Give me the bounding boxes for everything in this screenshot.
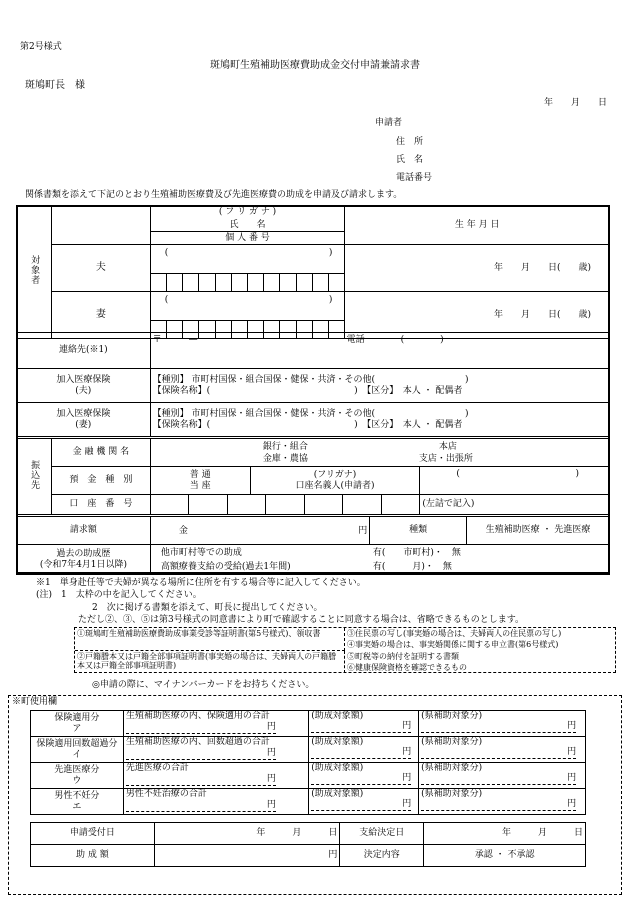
branch-1: 本店: [438, 442, 457, 452]
date-line[interactable]: 年 月 日: [544, 98, 608, 108]
claim-kind-label: 種類: [370, 517, 467, 545]
past-other-municipality-label: 他市町村等での助成: [160, 548, 242, 558]
bank-institution-label: 金 融 機 関 名: [51, 439, 150, 467]
office-row-1-county[interactable]: (県補助対象分) 円: [419, 711, 586, 737]
wife-paren-open: (: [164, 295, 169, 305]
branch-2: 支店・出張所: [418, 454, 473, 464]
office-row-1-subject[interactable]: (助成対象額) 円: [309, 711, 419, 737]
office-decision-table: [30, 822, 586, 867]
left-align-note: (左詰で記入): [420, 495, 610, 515]
office-row-1-name: 保険適用分 ア: [31, 711, 124, 737]
office-row-2-county[interactable]: (県補助対象分) 円: [419, 737, 586, 763]
contact-cell[interactable]: [150, 333, 609, 369]
wife-paren-close: ): [328, 295, 333, 305]
grant-amount-value[interactable]: 円: [154, 845, 340, 867]
decision-label: 決定内容: [340, 845, 424, 867]
decision-date-label: 支給決定日: [340, 823, 424, 845]
office-row-4-desc-cell[interactable]: 男性不妊治療の合計 円: [123, 789, 308, 815]
intro-text: 関係書類を添えて下記のとおり生殖補助医療費及び先進医療費の助成を申請及び請求します。: [25, 190, 403, 200]
receipt-date-label: 申請受付日: [31, 823, 155, 845]
office-use-label: ※町使用欄: [12, 697, 58, 707]
husband-paren-close: ): [328, 248, 333, 258]
contact-insurance-table: [16, 332, 610, 437]
note-4: ただし②、③、⑤は第3号様式の同意書により町で確認することに同意する場合は、省略できるものとします。: [78, 615, 525, 625]
contact-phone[interactable]: 電話 ( ): [346, 335, 444, 345]
claim-amount-cell[interactable]: [150, 517, 369, 545]
office-row-2-subject[interactable]: (助成対象額) 円: [309, 737, 419, 763]
bank-institution-cell[interactable]: [150, 439, 609, 467]
office-row-3-county[interactable]: (県補助対象分) 円: [419, 763, 586, 789]
document-3: ③住民票の写し(事実婚の場合は、夫婦両人の住民票の写し): [347, 629, 562, 638]
husband-birthdate[interactable]: 年 月 日( 歳): [345, 245, 610, 292]
holder-paren-open: (: [456, 469, 460, 479]
applicant-label: 申請者: [375, 118, 403, 128]
account-number-grid[interactable]: [150, 495, 420, 515]
insurance-husband-name[interactable]: 【保険名称】( ): [152, 385, 358, 396]
individual-number-header: 個 人 番 号: [150, 232, 345, 245]
insurance-wife-label: 加入医療保険 (妻): [17, 403, 151, 437]
insurance-husband-type[interactable]: 【種別】 市町村国保・組合国保・健保・共済・その他( ): [152, 375, 469, 386]
account-number-label: 口 座 番 号: [51, 495, 150, 515]
postal-code[interactable]: 〒 —: [152, 335, 198, 345]
deposit-type-label: 預 金 種 別: [51, 467, 150, 495]
wife-birthdate[interactable]: 年 月 日( 歳): [345, 292, 610, 339]
bank-types-1: 銀行・組合: [262, 442, 308, 452]
note-3: 2 次に掲げる書類を添えて、町長に提出してください。: [92, 603, 323, 613]
husband-label: 夫: [51, 245, 150, 292]
addressee: 斑鳩町長 様: [25, 80, 85, 91]
documents-box: [74, 627, 616, 673]
applicant-phone-label: 電話番号: [396, 173, 433, 183]
birthdate-header: 生 年 月 日: [345, 206, 610, 245]
grant-amount-label: 助 成 額: [31, 845, 155, 867]
account-holder-cell[interactable]: [420, 467, 610, 495]
contact-label: 連絡先(※1): [17, 333, 151, 369]
claim-label: 請求額: [17, 517, 151, 545]
holder-paren-close: ): [575, 469, 579, 479]
subject-label: 対象者: [17, 206, 52, 339]
furigana-header: ( フ リ ガ ナ ): [150, 206, 345, 219]
applicant-address-label: 住 所: [396, 137, 424, 147]
husband-paren-open: (: [164, 248, 169, 258]
past-high-cost-label: 高額療養支給の受給(過去1年間): [160, 562, 291, 572]
account-holder-label: (フリガナ) 口座名義人(申請者): [250, 467, 420, 495]
office-row-3-name: 先進医療分 ウ: [31, 763, 124, 789]
document-5: ⑤町税等の納付を証明する書類: [347, 652, 459, 661]
claim-yen: 円: [358, 526, 368, 536]
document-2: ②戸籍謄本又は戸籍全部事項証明書(事実婚の場合は、夫婦両人の戸籍謄本又は戸籍全部事項証明書): [75, 651, 345, 673]
receipt-date-value[interactable]: 年 月 日: [154, 823, 340, 845]
name-header: 氏 名: [150, 219, 345, 232]
decision-value[interactable]: 承認 ・ 不承認: [424, 845, 586, 867]
insurance-wife-name[interactable]: 【保険名称】( ): [152, 419, 358, 430]
past-history-cell[interactable]: [150, 545, 609, 575]
past-high-cost-value[interactable]: 有( 月)・ 無: [372, 562, 452, 572]
office-row-1-desc-cell[interactable]: 生殖補助医療の内、保険適用の合計 円: [123, 711, 308, 737]
husband-name-cell[interactable]: [150, 245, 345, 292]
decision-date-value[interactable]: 年 月 日: [424, 823, 586, 845]
office-row-2-name: 保険適用回数超過分 イ: [31, 737, 124, 763]
office-row-3-desc-cell[interactable]: 先進医療の合計 円: [123, 763, 308, 789]
note-1: ※1 単身赴任等で夫婦が異なる場所に住所を有する場合等に記入してください。: [36, 578, 366, 588]
form-number: 第2号様式: [20, 42, 62, 52]
wife-label: 妻: [51, 292, 150, 339]
husband-individual-number-grid[interactable]: [151, 274, 345, 291]
insurance-wife-type[interactable]: 【種別】 市町村国保・組合国保・健保・共済・その他( ): [152, 409, 469, 420]
claim-kin: 金: [178, 526, 188, 536]
insurance-husband-label: 加入医療保険 (夫): [17, 369, 151, 403]
office-row-4-name: 男性不妊分 エ: [31, 789, 124, 815]
mynumber-note: ◎申請の際に、マイナンバーカードをお持ちください。: [92, 680, 315, 690]
insurance-husband-cell[interactable]: [150, 369, 609, 403]
note-2: (注) 1 太枠の中を記入してください。: [36, 590, 202, 600]
bank-label: 振込先: [17, 439, 52, 515]
office-row-3-subject[interactable]: (助成対象額) 円: [309, 763, 419, 789]
insurance-husband-class[interactable]: 【区分】 本人 ・ 配偶者: [366, 385, 463, 396]
office-amount-table: [30, 710, 586, 815]
insurance-wife-cell[interactable]: [150, 403, 609, 437]
office-row-4-subject[interactable]: (助成対象額) 円: [309, 789, 419, 815]
applicant-name-label: 氏 名: [396, 155, 424, 165]
claim-table: [16, 516, 610, 575]
past-history-label: 過去の助成歴 (令和7年4月1日以降): [17, 545, 151, 575]
subject-table: [16, 205, 610, 339]
deposit-type-options[interactable]: 普 通 当 座: [150, 467, 250, 495]
document-6: ⑥健康保険資格を確認できるもの: [347, 663, 467, 672]
document-4: ④事実婚の場合は、事実婚関係に関する申立書(第6号様式): [347, 640, 559, 649]
claim-kind-value[interactable]: 生殖補助医療 ・ 先進医療: [467, 517, 610, 545]
insurance-wife-class[interactable]: 【区分】 本人 ・ 配偶者: [366, 419, 463, 430]
bank-table: [16, 438, 610, 515]
office-row-2-desc-cell[interactable]: 生殖補助医療の内、回数超過の合計 円: [123, 737, 308, 763]
form-title: 斑鳩町生殖補助医療費助成金交付申請兼請求書: [210, 60, 420, 71]
document-1: ①斑鳩町生殖補助医療費助成事業受診等証明書(第5号様式)、領収書: [75, 628, 345, 651]
bank-types-2: 金庫・農協: [262, 454, 308, 464]
past-other-municipality-value[interactable]: 有( 市町村)・ 無: [372, 548, 461, 558]
office-row-4-county[interactable]: (県補助対象分) 円: [419, 789, 586, 815]
